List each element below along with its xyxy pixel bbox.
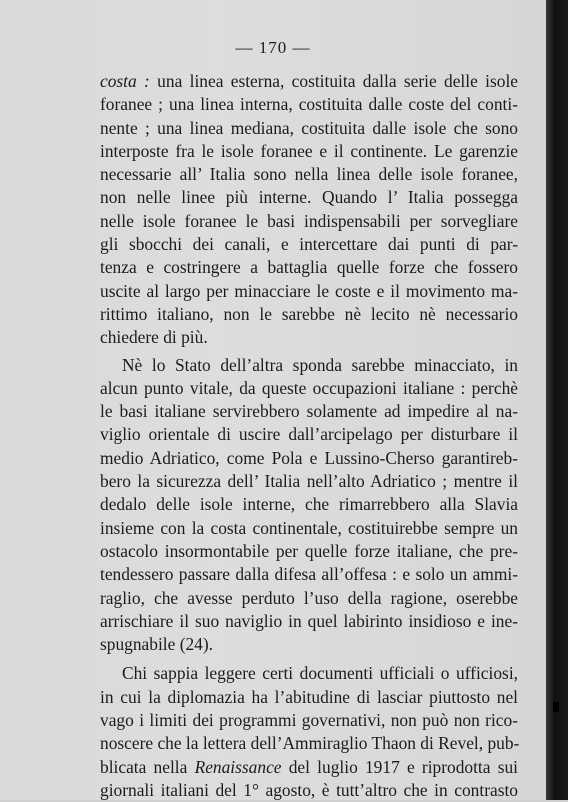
text-line [100,163,518,186]
text-line [100,256,518,279]
text-run: chiedere di più. [100,327,208,348]
italic-text: costa : [100,71,150,91]
text-line [100,233,518,256]
text-run: interposte fra le isole foranee e il continente. Le garenzie [100,140,518,161]
text-run: nelle isole foranee le basi indispensabili per sorvegliare [100,210,518,231]
text-run: viglio orientale di uscire dall’arcipelago per disturbare il [100,424,518,445]
text-run: blicata nella [100,756,195,777]
text-run: uscite al largo per minacciare le coste e il movimento ma- [100,280,518,301]
text-run: in cui la diplomazia ha l’abitudine di lasciar piuttosto nel [100,686,518,707]
text-line [100,662,518,685]
text-line [100,493,518,516]
text-line [100,779,518,802]
text-line [100,70,518,93]
text-run: raglio, che avesse perduto l’uso della ragione, oserebbe [100,587,518,608]
text-run: spugnabile (24). [100,634,214,655]
text-line [100,280,518,303]
text-line [100,447,518,470]
paragraph [100,354,518,657]
text-line [100,303,518,326]
text-line [100,563,518,586]
text-line [100,423,518,446]
text-line [100,686,518,709]
text-run: tendessero passare dalla difesa all’offesa : e solo un ammi- [100,564,518,585]
text-line [100,709,518,732]
italic-text: Renaissance [194,756,282,777]
text-line [100,610,518,633]
text-line [100,354,518,377]
text-line [100,633,518,656]
text-line [100,326,518,349]
text-run: arrischiare il suo naviglio in quel labirinto insidioso e ine- [100,610,518,631]
text-line [100,400,518,423]
text-line [100,540,518,563]
text-line [100,93,518,116]
paragraph [100,70,518,350]
text-run: gli sbocchi dei canali, e intercettare dai punti di par- [100,234,518,255]
text-run: medio Adriatico, come Pola e Lussino-Cherso garantireb- [100,447,518,468]
paragraph [100,662,518,802]
text-line [100,210,518,233]
text-run: tenza e costringere a battaglia quelle forze che fossero [100,257,518,278]
text-line [100,732,518,755]
text-line [100,377,518,400]
text-run: noscere che la lettera dell’Ammiraglio Thaon di Revel, pub- [100,733,520,754]
text-line [100,470,518,493]
page-edge-shadow [546,0,568,800]
text-line [100,117,518,140]
text-run: giornali italiani del 1° agosto, è tutt’altro che in contrasto [100,779,518,800]
text-run: necessarie all’ Italia sono nella linea delle isole foranee, [100,164,518,185]
body-text [100,70,518,802]
text-line [100,186,518,209]
text-run: alcun punto vitale, da queste occupazioni italiane : perchè [100,377,518,398]
text-line [100,517,518,540]
edge-mark [553,702,559,712]
text-run: rittimo italiano, non le sarebbe nè lecito nè necessario [100,303,518,324]
text-run: dedalo delle isole interne, che rimarrebbero alla Slavia [100,494,518,515]
text-run: nente ; una linea mediana, costituita dalle isole che sono [100,117,518,138]
text-run: non nelle linee più interne. Quando l’ Italia possegga [100,187,518,208]
text-run: una linea esterna, costituita dalla serie delle isole [149,71,518,91]
text-line [100,140,518,163]
text-run: bero la sicurezza dell’ Italia nell’alto Adriatico ; mentre il [100,471,518,492]
text-run: ostacolo insormontabile per quelle forze italiane, che pre- [100,540,518,561]
page-number: — 170 — [235,38,311,57]
text-run: Nè lo Stato dell’altra sponda sarebbe minacciato, in [122,354,518,375]
text-line [100,587,518,610]
text-run: Chi sappia leggere certi documenti ufficiali o ufficiosi, [122,663,518,684]
text-run: vago i limiti dei programmi governativi, non può non rico- [100,710,518,731]
text-run: del luglio 1917 e riprodotta sui [281,756,518,777]
text-run: insieme con la costa continentale, costituirebbe sempre un [100,517,518,538]
text-run: le basi italiane servirebbero solamente ad impedire al na- [100,401,518,422]
text-run: foranee ; una linea interna, costituita dalle coste del conti- [100,94,518,115]
text-line [100,756,518,779]
